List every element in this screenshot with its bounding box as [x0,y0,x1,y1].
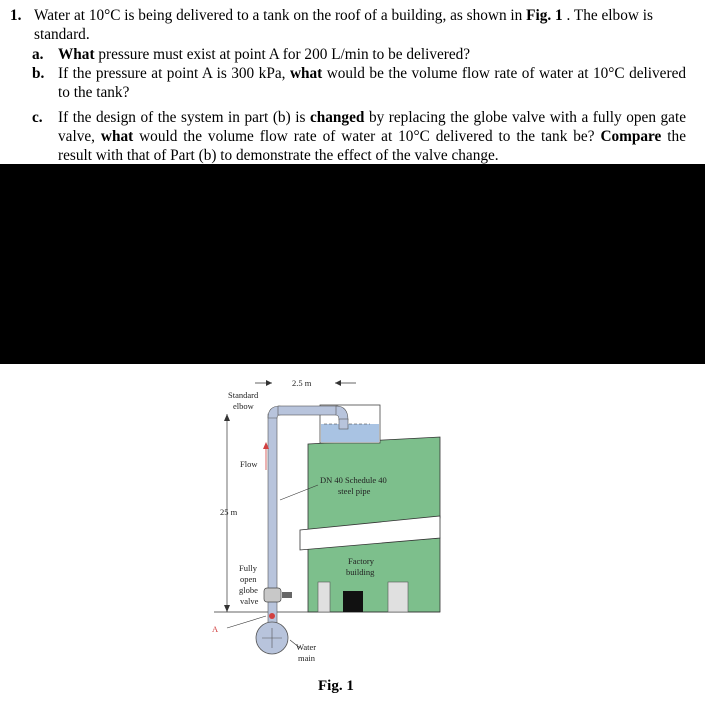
pipe-label-1: DN 40 Schedule 40 [320,475,387,485]
width-arrow-right [335,380,341,386]
question-intro [34,6,694,44]
intro-text-1: Water at 10°C is being delivered to a tank on the roof of a building, as shown in [34,7,527,24]
part-a-body: pressure must exist at point A for 200 L/min to be delivered? [94,46,471,63]
intro-fig-ref: Fig. 1 [526,7,563,24]
part-a-text [58,45,686,64]
width-label: 2.5 m [292,378,312,388]
part-c-pre: If the design of the system in part (b) is [58,109,310,126]
tank-water [321,424,379,442]
outlet-pipe [339,419,348,429]
figure-1-diagram [0,366,705,722]
pipe-label-2: steel pipe [338,486,371,496]
elbow-label-1: Standard [228,390,259,400]
height-arrow-bottom [224,605,230,612]
figure-caption: Fig. 1 [318,678,354,694]
elbow-label-2: elbow [233,401,254,411]
part-a-label: a. [32,46,44,63]
height-arrow-top [224,414,230,421]
main-label-1: Water [296,642,317,652]
part-c-mid: by replacing the globe valve with a fully open gate valve, [58,109,686,145]
point-a-label: A [212,624,219,634]
globe-valve-body [264,588,281,602]
part-c-label: c. [32,109,43,126]
part-b-pre: If the pressure at point A is 300 kPa, [58,65,290,82]
redacted-black-region [0,164,705,364]
part-a-bold: What [58,46,95,63]
part-c-text [58,108,686,165]
point-a-leader [227,616,266,628]
building-window-right [388,582,408,612]
main-label-2: main [298,653,315,663]
part-c-bold-2: what [100,128,134,145]
height-label: 25 m [220,507,238,517]
building-door [343,591,363,612]
part-c-bold-1: changed [309,109,365,126]
building-label-1: Factory [348,556,374,566]
valve-label-2: open [240,574,257,584]
part-c-bold-3: Compare [600,128,662,145]
part-b-label: b. [32,65,45,82]
horizontal-pipe [278,406,338,415]
question-number: 1. [10,7,22,24]
valve-label-1: Fully [239,563,257,573]
valve-label-4: valve [240,596,259,606]
intro-text-2: . The elbow is standard. [34,7,653,43]
vertical-pipe [268,414,277,638]
part-c-body: the result with that of Part (b) to demonstrate the effect of the valve change. [58,128,686,164]
part-b-bold: what [289,65,323,82]
valve-label-3: globe [239,585,258,595]
building-window-left [318,582,330,612]
flow-label: Flow [240,459,258,469]
part-c-mid-2: would the volume flow rate of water at 10°C delivered to the tank be? [133,128,601,145]
part-b-text [58,64,686,102]
part-b-body: would be the volume flow rate of water at 10°C delivered to the tank? [58,65,687,101]
width-arrow-left [266,380,272,386]
valve-red-marker [269,613,275,619]
globe-valve-handle [282,592,292,598]
building-label-2: building [346,567,375,577]
